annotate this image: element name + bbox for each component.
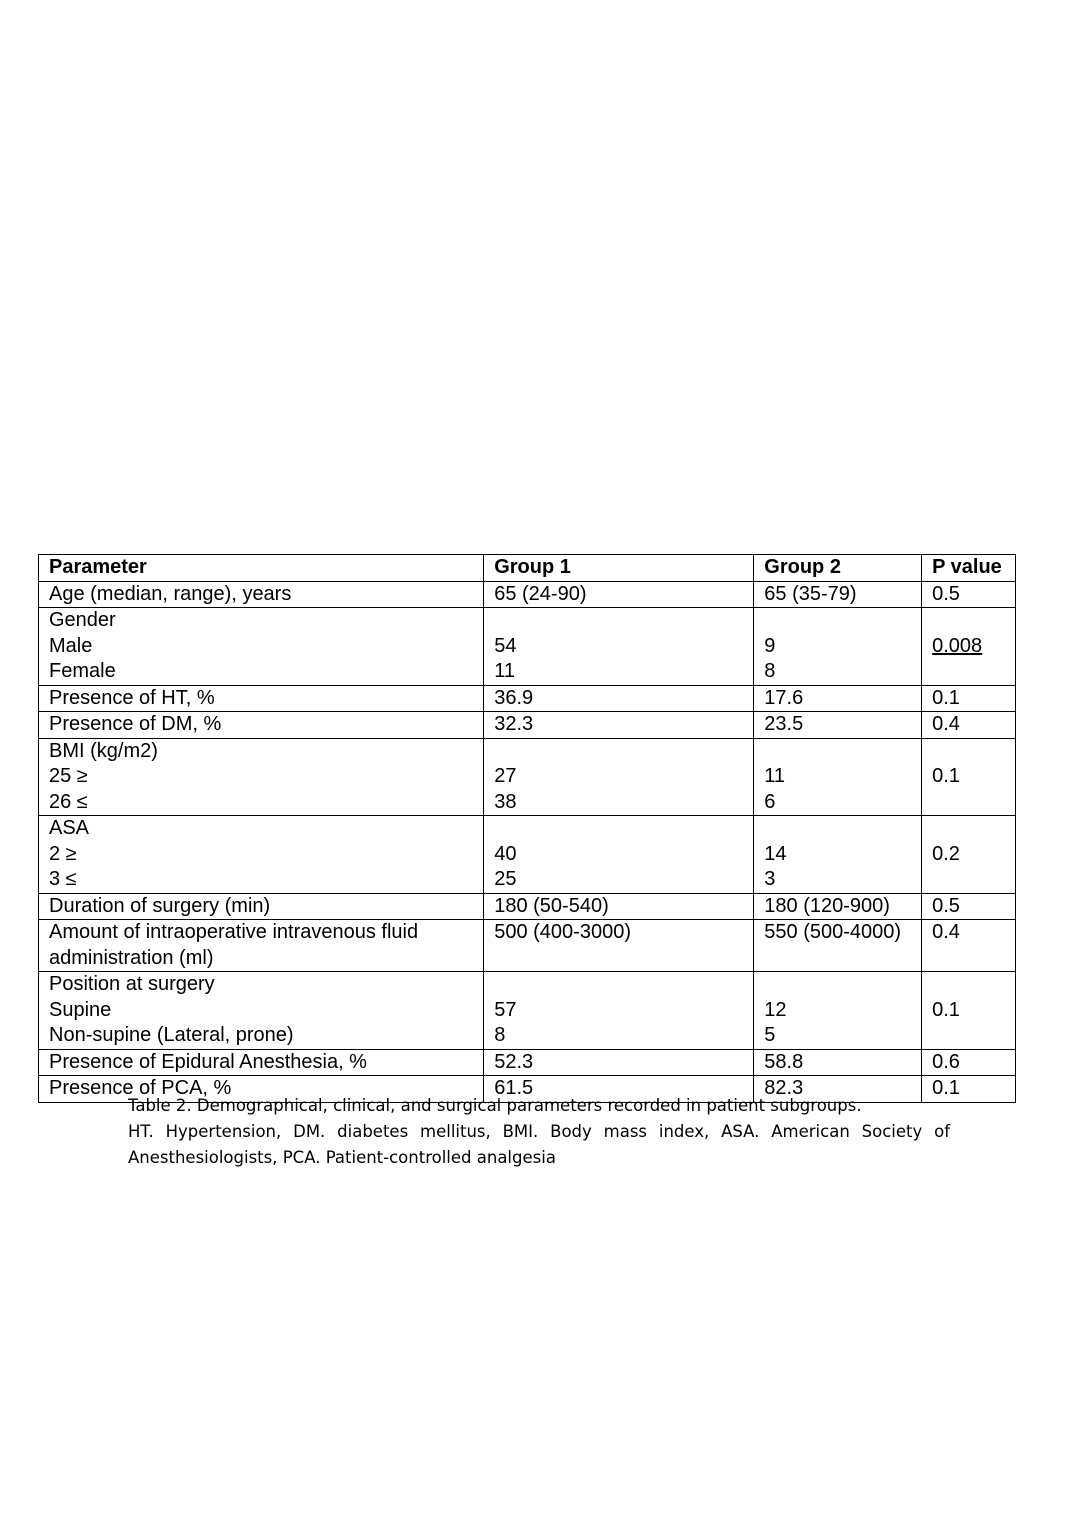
cell-group1: 180 (50-540) — [484, 893, 754, 920]
sub-value: 25 — [494, 868, 517, 890]
sub-label: 2 ≥ — [49, 842, 77, 865]
table-row — [39, 893, 1016, 920]
table-caption — [128, 1093, 950, 1171]
parameter-label: ASA — [49, 817, 90, 839]
caption-title: Table 2. Demographical, clinical, and surgical parameters recorded in patient subgroups. — [128, 1096, 862, 1115]
sub-value: 40 — [494, 842, 517, 865]
sub-label: 25 ≥ — [49, 765, 88, 787]
cell-parameter: Age (median, range), years — [39, 581, 484, 608]
parameter-label: BMI (kg/m2) — [49, 739, 158, 762]
sub-value: 5 — [764, 1024, 776, 1046]
table-row — [39, 920, 1016, 972]
cell-group1: 32.3 — [484, 712, 754, 739]
cell-parameter — [39, 608, 484, 686]
cell-pvalue: 0.4 — [922, 712, 1016, 739]
cell-group2: 23.5 — [754, 712, 922, 739]
table-row — [39, 581, 1016, 608]
parameter-label: Position at surgery — [49, 973, 215, 995]
cell-group2 — [754, 972, 922, 1050]
header-group2: Group 2 — [754, 555, 922, 582]
sub-label: Female — [49, 660, 116, 682]
cell-parameter — [39, 816, 484, 894]
cell-group2: 180 (120-900) — [754, 893, 922, 920]
cell-parameter: Duration of surgery (min) — [39, 893, 484, 920]
sub-label: 26 ≤ — [49, 790, 88, 813]
cell-pvalue — [922, 608, 1016, 686]
header-parameter: Parameter — [39, 555, 484, 582]
cell-group2 — [754, 738, 922, 816]
cell-pvalue: 0.4 — [922, 920, 1016, 972]
cell-group1: 61.5 — [484, 1076, 754, 1103]
cell-parameter: Presence of PCA, % — [39, 1076, 484, 1103]
cell-group2 — [754, 608, 922, 686]
sub-label: Non-supine (Lateral, prone) — [49, 1024, 294, 1046]
pvalue: 0.1 — [932, 998, 960, 1021]
caption-abbreviations: HT. Hypertension, DM. diabetes mellitus, BMI. Body mass index, ASA. American Society of — [128, 1122, 950, 1141]
sub-value: 6 — [764, 790, 776, 813]
table-row — [39, 816, 1016, 894]
parameters-table — [38, 554, 1016, 1103]
cell-pvalue — [922, 972, 1016, 1050]
cell-parameter — [39, 738, 484, 816]
cell-pvalue: 0.5 — [922, 893, 1016, 920]
table-row — [39, 608, 1016, 686]
pvalue: 0.1 — [932, 765, 960, 787]
cell-group2 — [754, 816, 922, 894]
sub-value: 38 — [494, 790, 517, 813]
cell-group1: 65 (24-90) — [484, 581, 754, 608]
cell-parameter: Presence of Epidural Anesthesia, % — [39, 1049, 484, 1076]
cell-group2: 17.6 — [754, 685, 922, 712]
cell-group1 — [484, 972, 754, 1050]
cell-pvalue: 0.6 — [922, 1049, 1016, 1076]
cell-group1 — [484, 608, 754, 686]
cell-parameter: Amount of intraoperative intravenous fluid administration (ml) — [39, 920, 484, 972]
sub-value: 8 — [494, 1024, 506, 1046]
pvalue-significant: 0.008 — [932, 634, 983, 657]
cell-parameter: Presence of HT, % — [39, 685, 484, 712]
cell-parameter: Presence of DM, % — [39, 712, 484, 739]
sub-value: 3 — [764, 868, 776, 890]
cell-group1: 36.9 — [484, 685, 754, 712]
caption-abbreviations-cont: Anesthesiologists, PCA. Patient-controlled analgesia — [128, 1148, 556, 1167]
cell-parameter — [39, 972, 484, 1050]
pvalue: 0.2 — [932, 842, 960, 865]
sub-value: 57 — [494, 998, 517, 1021]
cell-pvalue: 0.1 — [922, 685, 1016, 712]
header-pvalue: P value — [922, 555, 1016, 582]
sub-value: 11 — [764, 765, 786, 787]
cell-pvalue: 0.1 — [922, 1076, 1016, 1103]
table-row — [39, 738, 1016, 816]
sub-value: 11 — [494, 660, 515, 682]
cell-group1: 52.3 — [484, 1049, 754, 1076]
cell-group1 — [484, 816, 754, 894]
header-group1: Group 1 — [484, 555, 754, 582]
table-row — [39, 685, 1016, 712]
sub-value: 27 — [494, 765, 517, 787]
sub-label: 3 ≤ — [49, 868, 77, 890]
cell-group2: 65 (35-79) — [754, 581, 922, 608]
cell-pvalue — [922, 738, 1016, 816]
parameter-label: Gender — [49, 609, 116, 631]
cell-pvalue: 0.5 — [922, 581, 1016, 608]
sub-value: 8 — [764, 660, 776, 682]
cell-group1: 500 (400-3000) — [484, 920, 754, 972]
cell-group2: 550 (500-4000) — [754, 920, 922, 972]
table-row — [39, 712, 1016, 739]
sub-value: 54 — [494, 634, 517, 657]
sub-value: 14 — [764, 842, 787, 865]
cell-pvalue — [922, 816, 1016, 894]
sub-value: 12 — [764, 998, 787, 1021]
cell-group2: 58.8 — [754, 1049, 922, 1076]
cell-group2: 82.3 — [754, 1076, 922, 1103]
sub-value: 9 — [764, 634, 776, 657]
sub-label: Male — [49, 634, 93, 657]
table-row — [39, 1049, 1016, 1076]
table-row — [39, 972, 1016, 1050]
cell-group1 — [484, 738, 754, 816]
table-header-row — [39, 555, 1016, 582]
sub-label: Supine — [49, 998, 112, 1021]
